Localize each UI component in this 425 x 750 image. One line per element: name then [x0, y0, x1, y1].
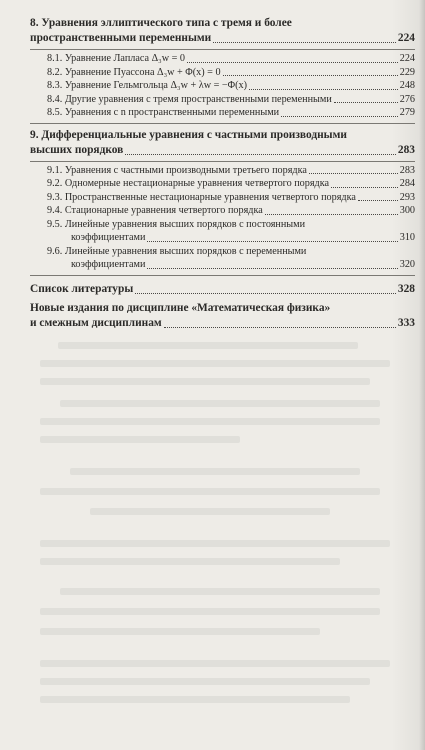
- bibliography-title: Список литературы: [30, 282, 134, 295]
- toc-item[interactable]: [30, 164, 415, 178]
- item-label-line2: коэффициентами: [71, 232, 146, 243]
- divider: [30, 161, 415, 162]
- item-label: 9.3. Пространственные нестационарные уравнения четвертого порядка: [47, 191, 356, 203]
- new-editions-title-line1: Новые издания по дисциплине «Математическая физика»: [30, 301, 331, 314]
- leader-dots: [281, 115, 398, 117]
- toc-item[interactable]: [30, 66, 415, 80]
- toc-chapter-9[interactable]: [30, 128, 415, 158]
- leader-dots: [147, 267, 397, 269]
- item-page: 320: [399, 259, 415, 270]
- leader-dots: [213, 41, 396, 43]
- leader-dots: [223, 74, 398, 76]
- table-of-contents: [30, 12, 415, 331]
- item-page: 283: [399, 164, 415, 176]
- leader-dots: [249, 88, 398, 90]
- page-edge-shadow: [419, 0, 425, 750]
- item-label: 9.1. Уравнения с частными производными третьего порядка: [47, 164, 307, 176]
- item-label-line2: коэффициентами: [71, 259, 146, 270]
- toc-item[interactable]: [30, 191, 415, 205]
- toc-item[interactable]: [30, 79, 415, 93]
- item-page: 248: [399, 80, 415, 91]
- chapter-title-line1: 9. Дифференциальные уравнения с частными производными: [30, 128, 347, 141]
- leader-dots: [334, 101, 398, 103]
- item-label: 8.5. Уравнения с n пространственными переменными: [47, 107, 280, 118]
- chapter-page: 283: [397, 143, 415, 156]
- item-page: 310: [399, 232, 415, 243]
- item-page: 284: [399, 178, 415, 189]
- toc-item[interactable]: [30, 106, 415, 120]
- leader-dots: [125, 153, 396, 155]
- divider: [30, 123, 415, 124]
- leader-dots: [331, 186, 398, 188]
- item-page: 229: [399, 66, 415, 78]
- bleed-through-text: [0, 330, 425, 750]
- leader-dots: [147, 240, 397, 242]
- leader-dots: [265, 213, 398, 215]
- item-label: 9.4. Стационарные уравнения четвертого порядка: [47, 205, 263, 216]
- toc-item[interactable]: [30, 52, 415, 66]
- new-editions-page: 333: [397, 316, 415, 329]
- divider: [30, 275, 415, 276]
- divider: [30, 49, 415, 50]
- leader-dots: [135, 292, 396, 294]
- item-page: 279: [399, 107, 415, 118]
- toc-bibliography[interactable]: [30, 282, 415, 297]
- toc-item[interactable]: [30, 245, 415, 272]
- item-page: 224: [399, 53, 415, 64]
- item-label: 9.2. Одномерные нестационарные уравнения четвертого порядка: [47, 178, 330, 189]
- item-label: 8.1. Уравнение Лапласа Δ₃w = 0: [47, 53, 185, 64]
- item-label-line1: 9.6. Линейные уравнения высших порядков с переменными: [47, 245, 307, 257]
- item-label: 8.4. Другие уравнения с тремя пространственными переменными: [47, 93, 332, 105]
- chapter-title-line1: 8. Уравнения эллиптического типа с тремя и более: [30, 17, 292, 29]
- toc-new-editions[interactable]: [30, 301, 415, 331]
- leader-dots: [309, 172, 398, 174]
- leader-dots: [187, 61, 398, 63]
- item-label: 8.2. Уравнение Пуассона Δ₃w + Φ(x) = 0: [47, 66, 221, 78]
- new-editions-title-line2: и смежным дисциплинам: [30, 316, 162, 329]
- toc-chapter-8[interactable]: [30, 16, 415, 46]
- item-label: 8.3. Уравнение Гельмгольца Δ₃w + λw = −Φ(x): [47, 80, 247, 91]
- bibliography-page: 328: [397, 282, 415, 295]
- chapter-title-line2: пространственными переменными: [30, 32, 212, 44]
- chapter-title-line2: высших порядков: [30, 143, 124, 156]
- leader-dots: [358, 199, 398, 201]
- toc-item[interactable]: [30, 93, 415, 107]
- item-page: 293: [399, 191, 415, 203]
- item-label-line1: 9.5. Линейные уравнения высших порядков с постоянными: [47, 218, 306, 230]
- item-page: 300: [399, 205, 415, 216]
- leader-dots: [164, 326, 396, 328]
- toc-item[interactable]: [30, 218, 415, 245]
- toc-item[interactable]: [30, 204, 415, 218]
- chapter-page: 224: [397, 32, 415, 44]
- toc-item[interactable]: [30, 177, 415, 191]
- item-page: 276: [399, 93, 415, 105]
